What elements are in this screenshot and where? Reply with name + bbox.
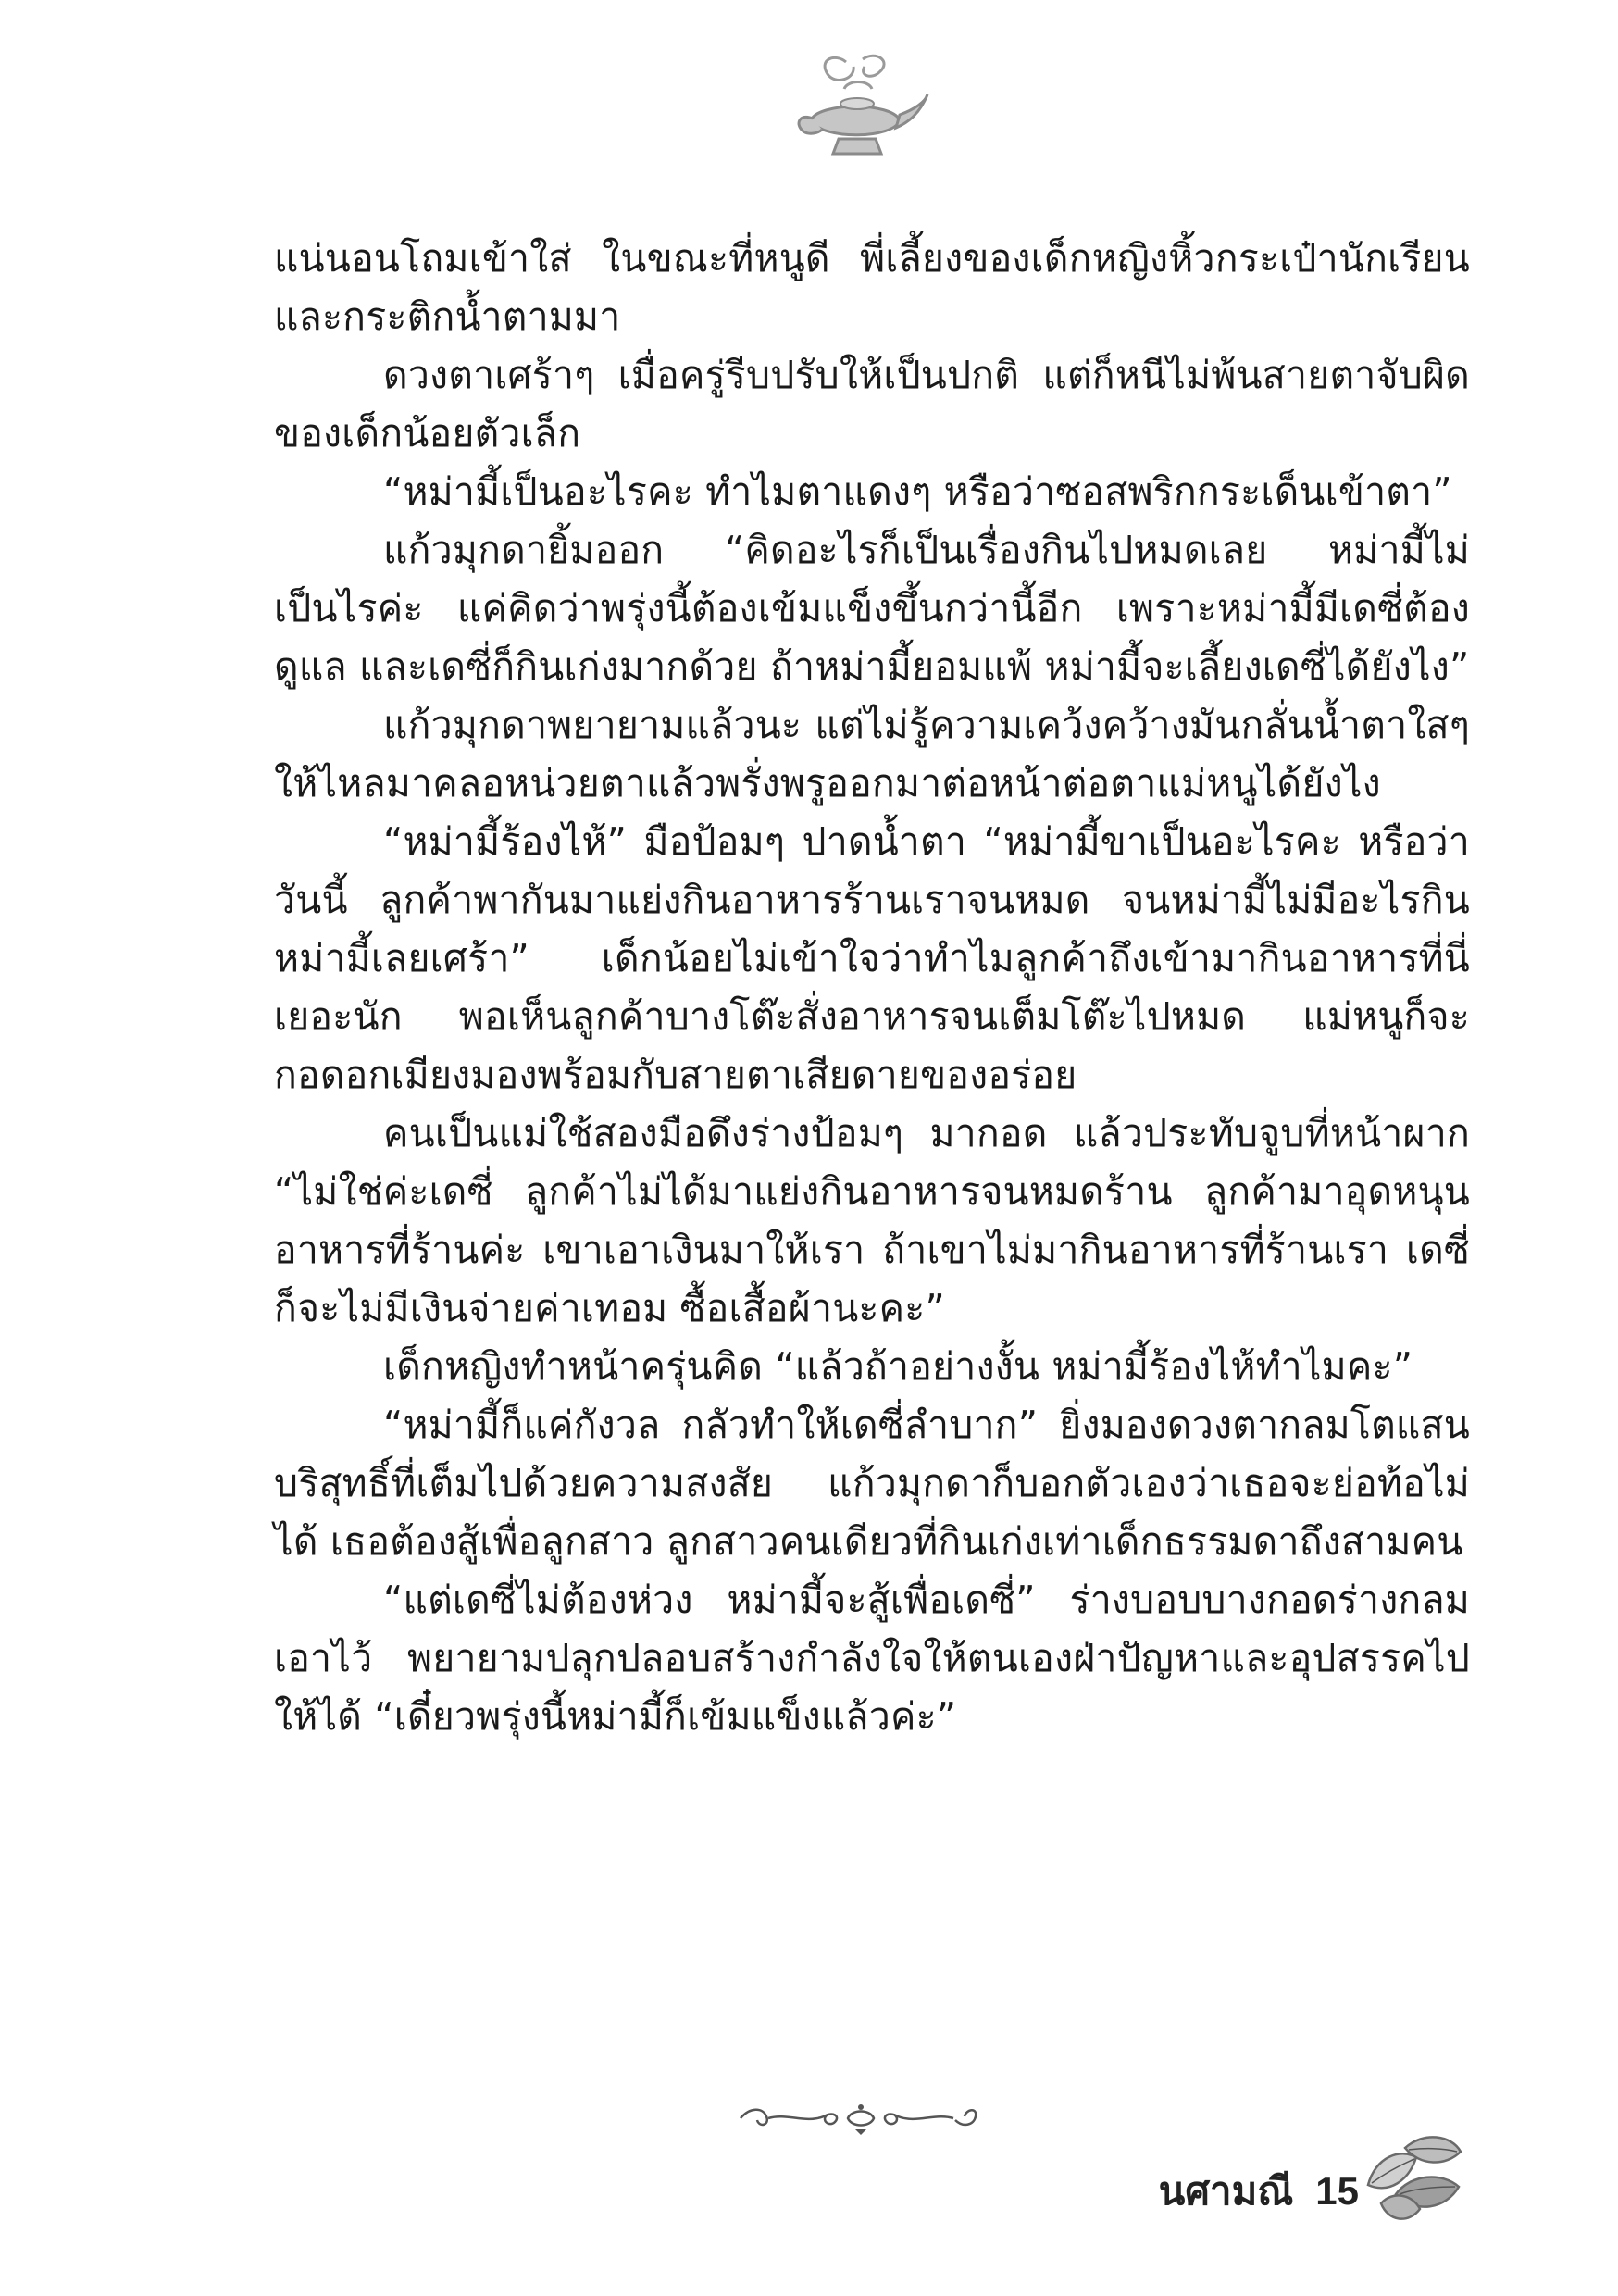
paragraph: แน่นอนโถมเข้าใส่ ในขณะที่หนูดี พี่เลี้ยงของเด็กหญิงหิ้วกระเป๋านักเรียนและกระติกน้ำตามมา: [274, 236, 1470, 339]
chapter-body: [274, 230, 1470, 1746]
paragraph: ดวงตาเศร้าๆ เมื่อครู่รีบปรับให้เป็นปกติ แต่ก็หนีไม่พ้นสายตาจับผิดของเด็กน้อยตัวเล็ก: [274, 353, 1470, 455]
paragraph: “หม่ามี้ร้องไห้” มือป้อมๆ ปาดน้ำตา “หม่ามี้ขาเป็นอะไรคะ หรือว่าวันนี้ ลูกค้าพากันมาแย่งกินอาหารร้านเราจนหมด จนหม่ามี้ไม่มีอะไรกิน หม่ามี้เลยเศร้า” เด็กน้อยไม่เข้าใจว่าทำไมลูกค้าถึงเข้ามากินอาหารที่นี่เยอะนัก พอเห็นลูกค้าบางโต๊ะสั่งอาหารจนเต็มโต๊ะไปหมด แม่หนูก็จะกอดอกเมียงมองพร้อมกับสายตาเสียดายของอร่อย: [274, 819, 1470, 1097]
leaf-cluster-icon: [1359, 2129, 1470, 2231]
paragraph: คนเป็นแม่ใช้สองมือดึงร่างป้อมๆ มากอด แล้วประทับจูบที่หน้าผาก “ไม่ใช่ค่ะเดซี่ ลูกค้าไม่ได้มาแย่งกินอาหารจนหมดร้าน ลูกค้ามาอุดหนุนอาหารที่ร้านค่ะ เขาเอาเงินมาให้เรา ถ้าเขาไม่มากินอาหารที่ร้านเรา เดซี่ก็จะไม่มีเงินจ่ายค่าเทอม ซื้อเสื้อผ้านะคะ”: [274, 1111, 1470, 1330]
paragraph: แก้วมุกดายิ้มออก “คิดอะไรก็เป็นเรื่องกินไปหมดเลย หม่ามี้ไม่เป็นไรค่ะ แค่คิดว่าพรุ่งนี้ต้องเข้มแข็งขึ้นกว่านี้อีก เพราะหม่ามี้มีเดซี่ต้องดูแล และเดซี่ก็กินเก่งมากด้วย ถ้าหม่ามี้ยอมแพ้ หม่ามี้จะเลี้ยงเดซี่ได้ยังไง”: [274, 528, 1470, 689]
genie-lamp-icon: [790, 48, 929, 168]
paragraph: “หม่ามี้ก็แค่กังวล กลัวทำให้เดซี่ลำบาก” ยิ่งมองดวงตากลมโตแสนบริสุทธิ์ที่เต็มไปด้วยความสงสัย แก้วมุกดาก็บอกตัวเองว่าเธอจะย่อท้อไม่ได้ เธอต้องสู้เพื่อลูกสาว ลูกสาวคนเดียวที่กินเก่งเท่าเด็กธรรมดาถึงสามคน: [274, 1403, 1470, 1564]
paragraph: “แต่เดซี่ไม่ต้องห่วง หม่ามี้จะสู้เพื่อเดซี่” ร่างบอบบางกอดร่างกลมเอาไว้ พยายามปลุกปลอบสร้างกำลังใจให้ตนเองฝ่าปัญหาและอุปสรรคไปให้ได้ “เดี๋ยวพรุ่งนี้หม่ามี้ก็เข้มแข็งแล้วค่ะ”: [274, 1578, 1470, 1739]
page-footer: [1159, 2161, 1359, 2222]
book-title: นศามณี: [1158, 2168, 1294, 2214]
paragraph: แก้วมุกดาพยายามแล้วนะ แต่ไม่รู้ความเคว้งคว้างมันกลั่นน้ำตาใสๆ ให้ไหลมาคลอหน่วยตาแล้วพรั่งพรูออกมาต่อหน้าต่อตาแม่หนูได้ยังไง: [274, 703, 1470, 805]
scroll-ornament-icon: [731, 2100, 990, 2137]
page-number: 15: [1315, 2169, 1359, 2213]
paragraph: “หม่ามี้เป็นอะไรคะ ทำไมตาแดงๆ หรือว่าซอสพริกกระเด็นเข้าตา”: [383, 469, 1452, 514]
paragraph: เด็กหญิงทำหน้าครุ่นคิด “แล้วถ้าอย่างงั้น หม่ามี้ร้องไห้ทำไมคะ”: [383, 1344, 1413, 1389]
